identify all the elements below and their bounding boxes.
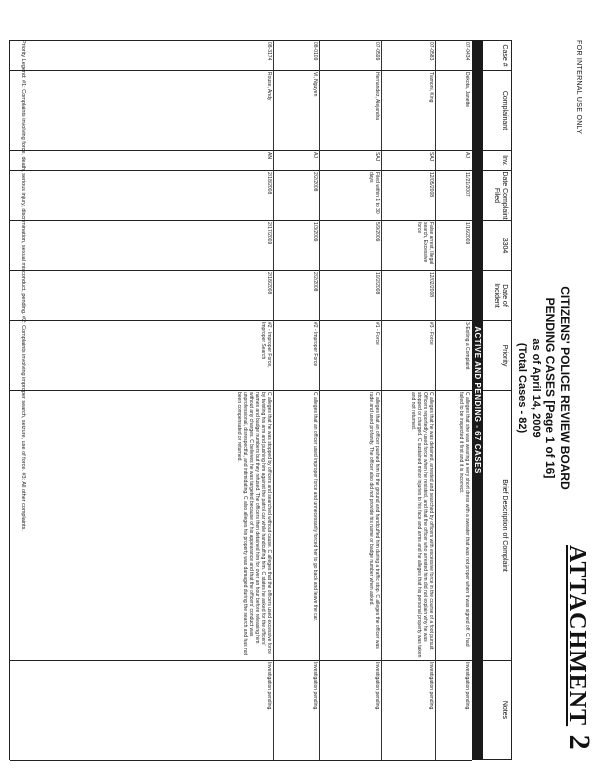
deadline-3304: False arrest, Illegal search, Excessive force (416, 222, 434, 265)
notes: Investigation pending. (464, 662, 470, 711)
total-cases: (Total Cases - 82) (516, 342, 528, 434)
notes: Investigation pending. (266, 662, 272, 711)
case-number: 08-0109 (312, 42, 318, 61)
date-filed: 11/21/2007 (464, 172, 470, 197)
deadline-3304: 2/17/2009 (266, 222, 272, 245)
date-filed: 2/18/2008 (266, 172, 272, 195)
col-complainant: Complainant (482, 70, 511, 150)
investigator: AJ (312, 152, 318, 158)
date-incident: 2/18/2008 (266, 272, 272, 295)
notes: Investigation pending. (312, 662, 318, 711)
notes: Investigation pending. (374, 662, 380, 711)
case-number: 07-0583 (428, 42, 434, 61)
date-filed: Filed within 1 to 30 days (368, 172, 380, 214)
board-title: CITIZENS' POLICE REVIEW BOARD (558, 286, 572, 490)
deadline-3304: 5/9/2009 (374, 222, 380, 242)
date-incident: 12/02/2008 (428, 272, 434, 298)
investigator: SAJ (428, 152, 434, 162)
report-title: PENDING CASES [Page 1 of 16] (543, 297, 557, 479)
col-date-filed: Date Complaint Filed (482, 170, 511, 220)
col-3304: 3304 (482, 220, 511, 270)
complainant-name: Dekota, Janette (464, 72, 470, 108)
deadline-3304: 1/3/2009 (312, 222, 318, 242)
priority-legend: Priority Legend: #1: Complaints involving force, death, serious injury, discrimination, sexual misconduct, pending. #2: Complaints involving improper search, seizure, use of force. #3: All other complaints. (20, 40, 26, 531)
priority: #3 - Force (428, 322, 434, 345)
priority: #2 - Improper Force (312, 322, 318, 367)
col-date-incident: Date of Incident (482, 270, 511, 320)
attachment-label: ATTACHMENT (564, 545, 590, 727)
col-description: Brief Description of Complaint (482, 390, 511, 660)
date-filed: 2/2/2008 (312, 172, 318, 192)
grid-line (10, 760, 472, 761)
date-incident: 10/2/2008 (374, 272, 380, 295)
investigator: AJ (464, 152, 470, 158)
internal-use-label: FOR INTERNAL USE ONLY (575, 40, 582, 135)
table-row (381, 40, 436, 760)
complainant-name: Tiamoni, King (428, 72, 434, 103)
col-inv: Inv. (482, 150, 511, 170)
complainant-name: Rouse, Andy (266, 72, 272, 101)
investigator: AN (266, 152, 272, 159)
date-filed: 12/05/2008 (428, 172, 434, 198)
table-header (481, 40, 512, 760)
investigator: SAJ (374, 152, 380, 162)
case-number: 07-0434 (464, 42, 470, 61)
col-notes: Notes (482, 660, 511, 760)
table-row (273, 40, 320, 760)
col-priority: Priority (482, 320, 511, 390)
priority: #2 - Improper Force, Improper Search (260, 322, 272, 368)
description: C alleges that she was wearing a very short dress with a sweater that was not proper when it was signed off. C had failed to be inspected it first and it is incorrect. (458, 392, 470, 647)
case-number: 07-0599 (374, 42, 380, 61)
attachment-number: 2 (563, 734, 596, 751)
table-row (435, 40, 472, 760)
date-incident: 2/2/2008 (312, 272, 318, 292)
description: C alleges that an officer pushed him to the ground and handcuffed him during a traffic stop. C alleges the officer was rude and used profanity. The officer also did not provide his name or badge number when asked. (368, 392, 380, 649)
section-band: ACTIVE AND PENDING - 67 CASES (472, 40, 483, 760)
description: C alleges that he was detained, arrested and searched by officers with excessive force in the course of a foot pursuit. Officers reportedly used force when he resisted, and that the officer who arrested him did not explain why he was stopped or charged. C sustained minor injuries to his face and arms and he alleges that his personal property was taken and not returned. (410, 392, 434, 658)
col-case: Case # (482, 40, 511, 70)
deadline-3304: 1/16/2009 (464, 222, 470, 245)
priority: 3-Exiting a Complaint (464, 322, 470, 370)
priority: #1 - Force (374, 322, 380, 345)
description: C alleges that he was stopped by officers and searched without cause. C alleges that the officers used excessive force by twisting his arm and pushing him against the patrol car while handcuffing him. C states he asked for the officers' names and badge numbers but they refused. The officers then detained him for over an hour before releasing him without any charges. C believes he was targeted because of his appearance and that the officers' conduct was unprofessional, disrespectful, and intimidating. C also alleges his property was damaged during the search and has not been compensated or returned. (236, 392, 272, 655)
description: C alleges that an officer used improper force and unnecessarily forced her to go back and leave the car. (312, 392, 318, 622)
case-table (9, 40, 472, 760)
table-row (44, 40, 274, 760)
complainant-name: Hernandez, Alejandra (374, 72, 380, 121)
complainant-name: Vi, Nguyen (312, 72, 318, 97)
table-row (319, 40, 382, 760)
notes: Investigation pending. (428, 662, 434, 711)
report-date: as of April 14, 2009 (530, 338, 542, 438)
case-number: 08-3174 (266, 42, 272, 61)
